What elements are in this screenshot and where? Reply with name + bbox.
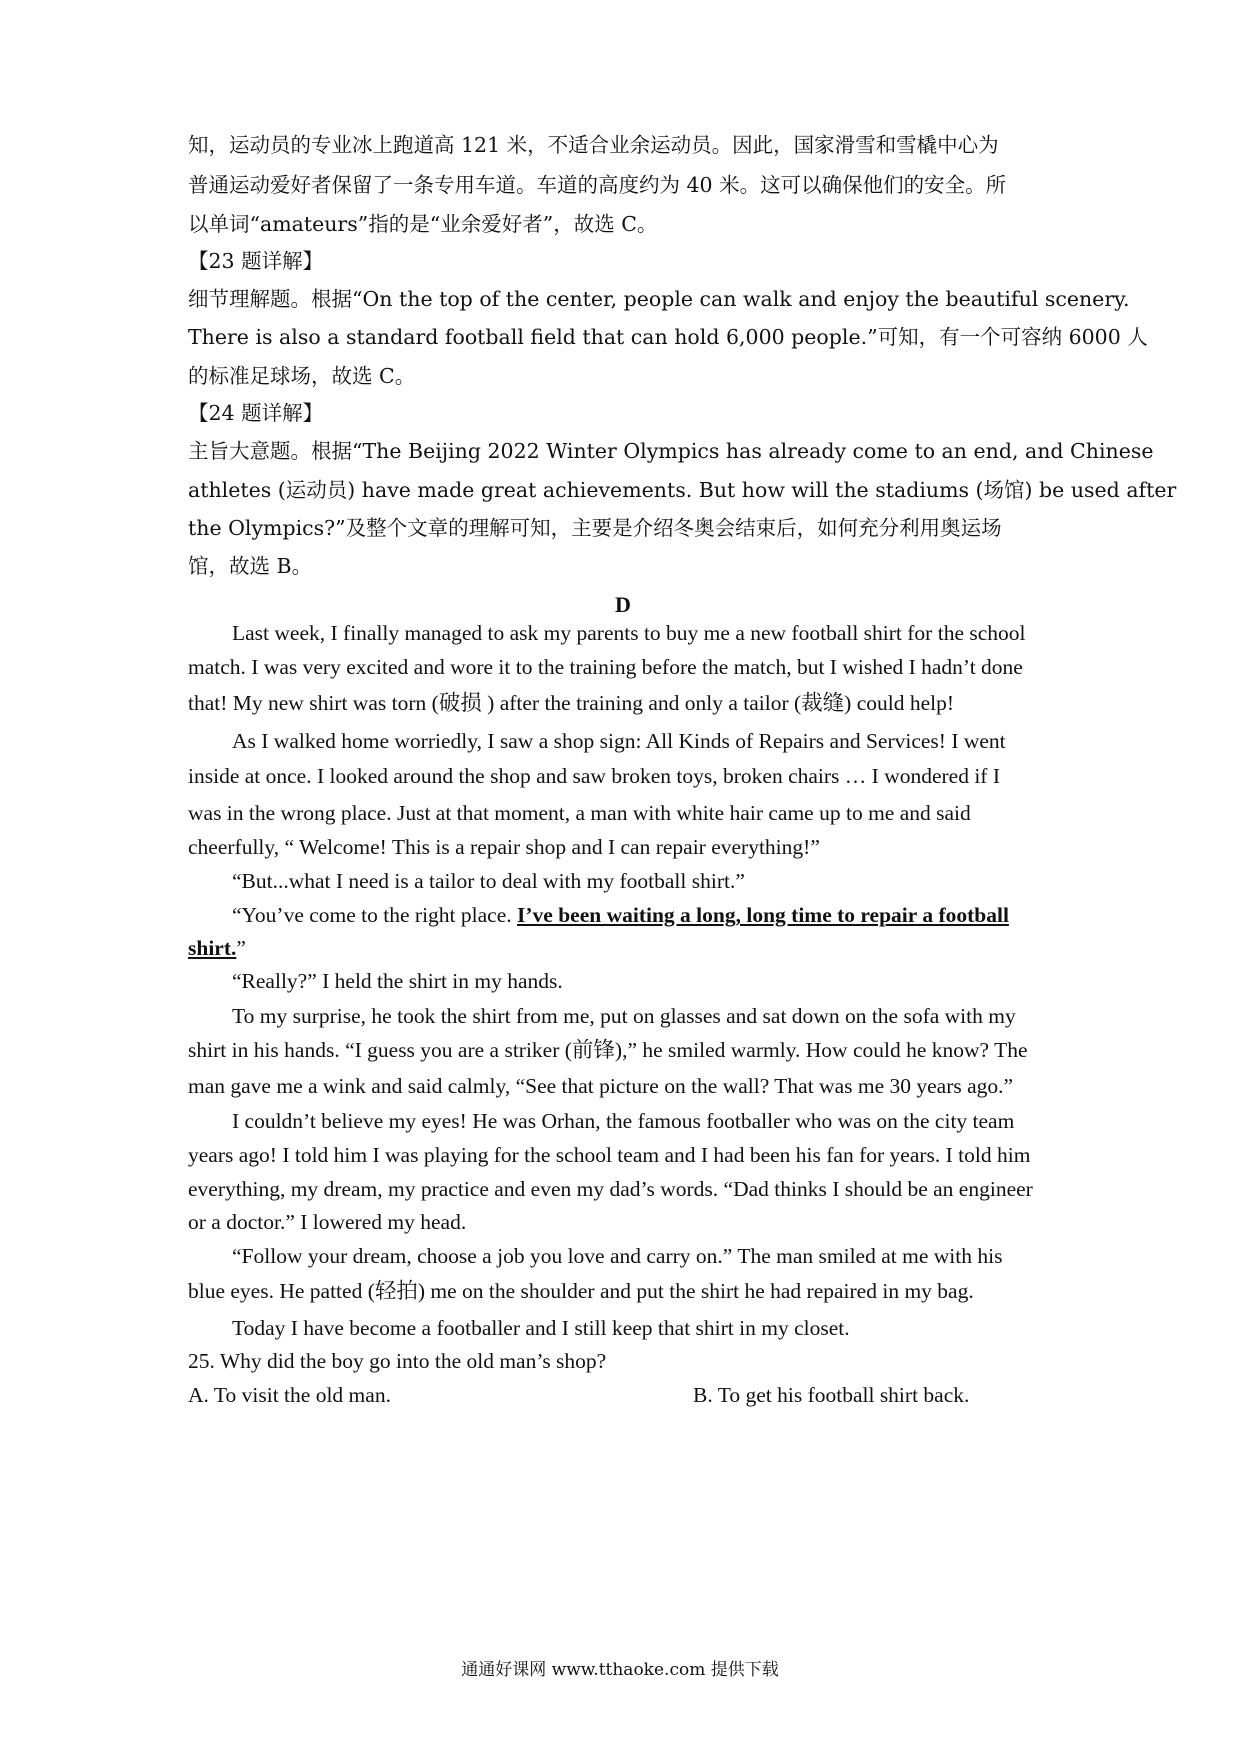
q23-heading: 【23 题详解】 <box>188 249 324 273</box>
q23-line: 的标准足球场，故选 C。 <box>188 364 416 388</box>
passage-line: match. I was very excited and wore it to the training before the match, but I wished I hadn’t done <box>188 655 1023 679</box>
q24-heading: 【24 题详解】 <box>188 401 324 425</box>
passage-text: ” <box>236 936 246 960</box>
passage-line <box>188 900 1102 930</box>
q23-line: There is also a standard football field that can hold 6,000 people.”可知，有一个可容纳 6000 人 <box>188 325 1148 349</box>
passage-line: “Follow your dream, choose a job you love and carry on.” The man smiled at me with his <box>232 1244 1003 1268</box>
question-stem: 25. Why did the boy go into the old man’s shop? <box>188 1349 607 1373</box>
passage-line: “Really?” I held the shirt in my hands. <box>232 969 563 993</box>
option-b: B. To get his football shirt back. <box>693 1383 970 1407</box>
explanation-line: 知，运动员的专业冰上跑道高 121 米，不适合业余运动员。因此，国家滑雪和雪橇中心为 <box>188 133 999 157</box>
option-a: A. To visit the old man. <box>188 1383 391 1407</box>
passage-line: blue eyes. He patted (轻拍) me on the shoulder and put the shirt he had repaired in my bag. <box>188 1279 974 1303</box>
passage-line: inside at once. I looked around the shop and saw broken toys, broken chairs … I wondered if I <box>188 764 1001 788</box>
passage-line: man gave me a wink and said calmly, “See that picture on the wall? That was me 30 years ago.” <box>188 1074 1014 1098</box>
explanation-line: 以单词“amateurs”指的是“业余爱好者”，故选 C。 <box>188 212 658 236</box>
passage-line: years ago! I told him I was playing for the school team and I had been his fan for years. I told him <box>188 1143 1031 1167</box>
passage-line: that! My new shirt was torn (破损 ) after the training and only a tailor (裁缝) could help! <box>188 691 955 715</box>
passage-line: Last week, I finally managed to ask my parents to buy me a new football shirt for the school <box>232 621 1026 645</box>
q23-line: 细节理解题。根据“On the top of the center, people can walk and enjoy the beautiful scenery. <box>188 287 1130 311</box>
passage-line: To my surprise, he took the shirt from me, put on glasses and sat down on the sofa with my <box>232 1004 1016 1028</box>
explanation-line: 普通运动爱好者保留了一条专用车道。车道的高度约为 40 米。这可以确保他们的安全。所 <box>188 173 1007 197</box>
q24-line: the Olympics?”及整个文章的理解可知，主要是介绍冬奥会结束后，如何充分利用奥运场 <box>188 516 1002 540</box>
passage-line: or a doctor.” I lowered my head. <box>188 1210 467 1234</box>
passage-text: “You’ve come to the right place. <box>232 903 518 927</box>
passage-line: was in the wrong place. Just at that moment, a man with white hair came up to me and said <box>188 801 971 825</box>
passage-line: I couldn’t believe my eyes! He was Orhan, the famous footballer who was on the city team <box>232 1109 1015 1133</box>
passage-line: “But...what I need is a tailor to deal with my football shirt.” <box>232 869 745 893</box>
section-title: D <box>615 592 631 617</box>
passage-line: everything, my dream, my practice and even my dad’s words. “Dad thinks I should be an engineer <box>188 1177 1033 1201</box>
q24-line: athletes (运动员) have made great achievements. But how will the stadiums (场馆) be used after <box>188 478 1177 502</box>
page-footer: 通通好课网 www.tthaoke.com 提供下载 <box>461 1660 779 1680</box>
passage-line <box>188 933 1058 963</box>
passage-line: Today I have become a footballer and I still keep that shirt in my closet. <box>232 1316 850 1340</box>
q24-line: 主旨大意题。根据“The Beijing 2022 Winter Olympics has already come to an end, and Chinese <box>188 439 1154 463</box>
passage-line: As I walked home worriedly, I saw a shop sign: All Kinds of Repairs and Services! I went <box>232 729 1006 753</box>
q24-line: 馆，故选 B。 <box>188 554 313 578</box>
underlined-sentence: I’ve been waiting a long, long time to repair a football <box>517 903 1009 927</box>
passage-line: shirt in his hands. “I guess you are a striker (前锋),” he smiled warmly. How could he know? The <box>188 1038 1028 1062</box>
passage-line: cheerfully, “ Welcome! This is a repair shop and I can repair everything!” <box>188 835 820 859</box>
underlined-sentence: shirt. <box>188 936 237 960</box>
